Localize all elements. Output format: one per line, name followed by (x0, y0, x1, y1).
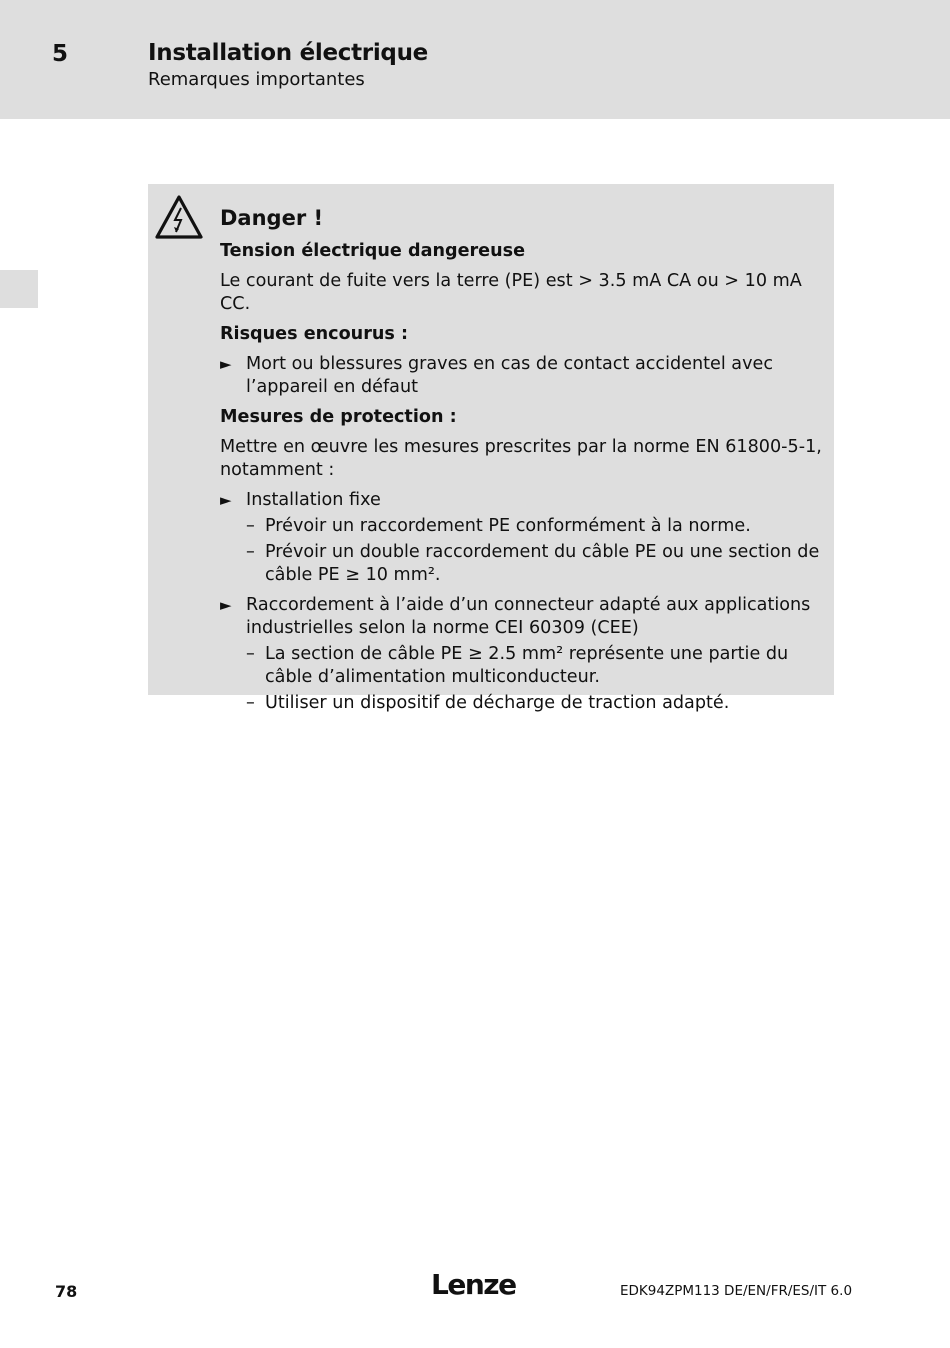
measures-intro: Mettre en œuvre les mesures prescrites par la norme EN 61800-5-1, notamment : (220, 437, 822, 480)
electrical-hazard-warning-icon (154, 194, 204, 240)
measure-item-text: Raccordement à l’aide d’un connecteur adapté aux applications industrielles selon la norme CEI 60309 (CEE) (246, 595, 811, 638)
document-reference: EDK94ZPM113 DE/EN/FR/ES/IT 6.0 (620, 1283, 853, 1299)
triangle-bullet-icon: ► (220, 596, 232, 614)
danger-notice-content (220, 204, 824, 718)
measure-subitem (220, 692, 824, 715)
lenze-logo: Lenze (431, 1268, 516, 1301)
triangle-bullet-icon: ► (220, 355, 232, 373)
triangle-bullet-icon: ► (220, 491, 232, 509)
hazard-text: Le courant de fuite vers la terre (PE) est > 3.5 mA CA ou > 10 mA CC. (220, 271, 802, 314)
dash-bullet-icon: – (246, 542, 255, 562)
risks-label: Risques encourus : (220, 324, 409, 344)
measure-subitem-text: Prévoir un raccordement PE conformément à la norme. (265, 516, 751, 536)
measure-item-text: Installation fixe (246, 490, 381, 510)
measures-label: Mesures de protection : (220, 407, 457, 427)
measure-item (220, 489, 824, 512)
danger-title: Danger ! (220, 206, 324, 230)
chapter-title: Installation électrique (148, 40, 428, 66)
dash-bullet-icon: – (246, 644, 255, 664)
page-number: 78 (55, 1282, 78, 1301)
chapter-side-tab (0, 270, 38, 308)
dash-bullet-icon: – (246, 693, 255, 713)
header-band (0, 0, 950, 119)
measure-subitem-text: Prévoir un double raccordement du câble PE ou une section de câble PE ≥ 10 mm². (265, 542, 820, 585)
chapter-subtitle: Remarques importantes (148, 69, 365, 90)
hazard-label: Tension électrique dangereuse (220, 241, 526, 261)
measure-item (220, 594, 824, 640)
measure-subitem (220, 515, 824, 538)
risk-item-text: Mort ou blessures graves en cas de contact accidentel avec l’appareil en défaut (246, 354, 773, 397)
measure-subitem (220, 643, 824, 689)
risk-item (220, 353, 824, 399)
measure-subitem-text: La section de câble PE ≥ 2.5 mm² représente une partie du câble d’alimentation multiconducteur. (265, 644, 789, 687)
chapter-number: 5 (52, 41, 69, 67)
dash-bullet-icon: – (246, 516, 255, 536)
measure-subitem (220, 541, 824, 587)
measure-subitem-text: Utiliser un dispositif de décharge de traction adapté. (265, 693, 730, 713)
